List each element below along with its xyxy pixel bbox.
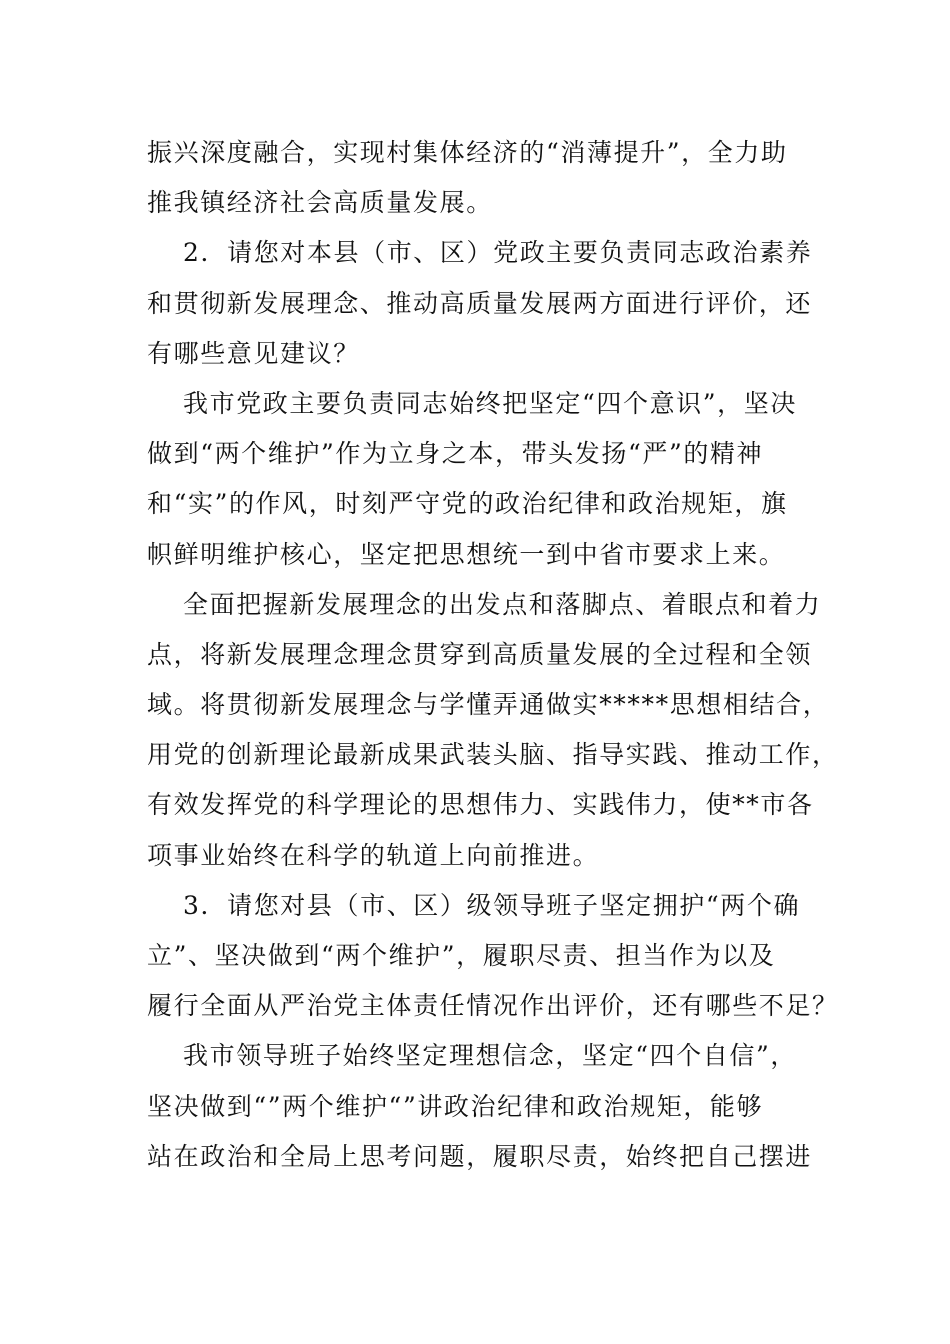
question-line: 有哪些意见建议？ <box>147 338 360 368</box>
document-body <box>147 128 839 1182</box>
text-line: 全面把握新发展理念的出发点和落脚点、着眼点和着力 <box>183 589 822 619</box>
question-line: 2．请您对本县（市、区）党政主要负责同志政治素养 <box>183 238 813 268</box>
text-line: 项事业始终在科学的轨道上向前推进。 <box>147 840 600 870</box>
text-line: 做到“两个维护”作为立身之本，带头发扬“严”的精神 <box>147 439 764 469</box>
text-line: 帜鲜明维护核心，坚定把思想统一到中省市要求上来。 <box>147 539 786 569</box>
question-line: 和贯彻新发展理念、推动高质量发展两方面进行评价，还 <box>147 288 813 318</box>
question-line: 立”、坚决做到“两个维护”，履职尽责、担当作为以及 <box>147 941 776 970</box>
question-line: 3．请您对县（市、区）级领导班子坚定拥护“两个确 <box>183 890 801 920</box>
text-line: 用党的创新理论最新成果武装头脑、指导实践、推动工作， <box>147 740 839 770</box>
text-line: 我市党政主要负责同志始终把坚定“四个意识”，坚决 <box>183 388 797 418</box>
text-line: 坚决做到“”两个维护“”讲政治纪律和政治规矩，能够 <box>147 1091 764 1121</box>
question-line: 履行全面从严治党主体责任情况作出评价，还有哪些不足？ <box>147 991 839 1021</box>
text-line: 点，将新发展理念理念贯穿到高质量发展的全过程和全领 <box>147 639 813 669</box>
text-line: 域。将贯彻新发展理念与学懂弄通做实*****思想相结合， <box>147 690 830 720</box>
text-line: 振兴深度融合，实现村集体经济的“消薄提升”，全力助 <box>147 138 788 167</box>
text-line: 站在政治和全局上思考问题，履职尽责，始终把自己摆进 <box>147 1141 813 1171</box>
text-line: 我市领导班子始终坚定理想信念，坚定“四个自信”， <box>183 1041 797 1071</box>
text-line: 和“实”的作风，时刻严守党的政治纪律和政治规矩，旗 <box>147 489 788 519</box>
text-line: 推我镇经济社会高质量发展。 <box>147 188 493 218</box>
text-line: 有效发挥党的科学理论的思想伟力、实践伟力，使**市各 <box>147 790 814 820</box>
